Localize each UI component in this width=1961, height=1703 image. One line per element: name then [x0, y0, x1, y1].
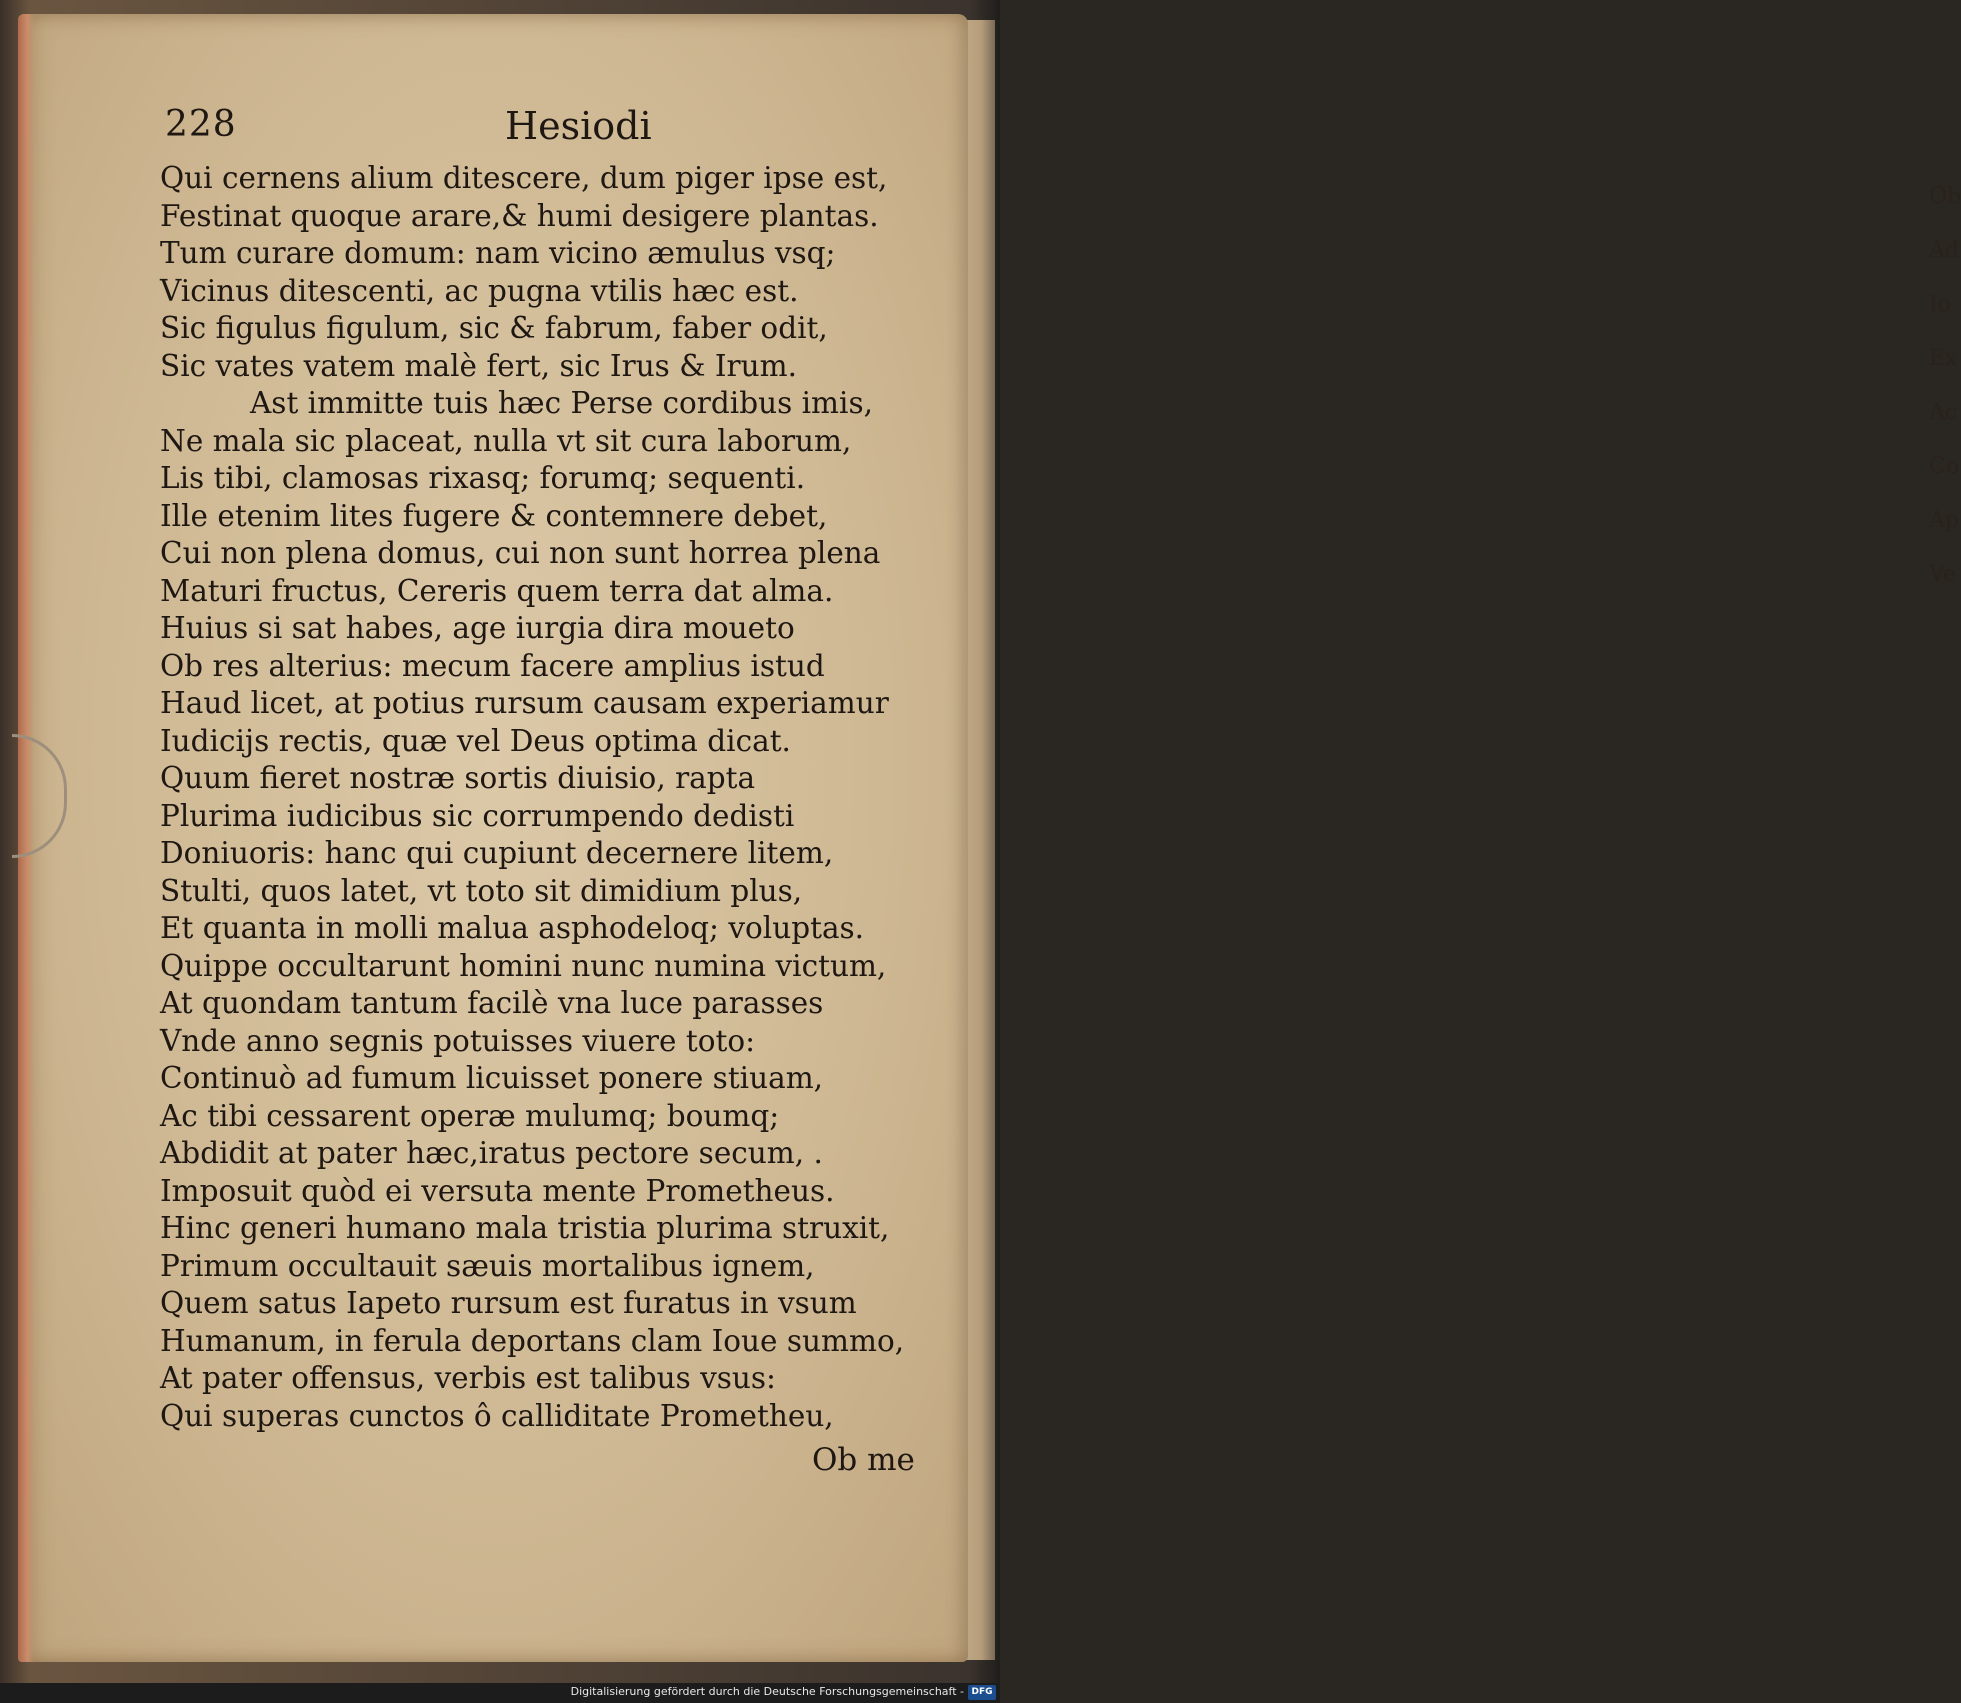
verse-line: At pater offensus, verbis est talibus vsus:	[160, 1361, 776, 1395]
verse-line: Continuò ad fumum licuisset ponere stiuam,	[160, 1061, 824, 1095]
verse-line: Quippe occultarunt homini nunc numina victum,	[160, 948, 887, 983]
edge-letter: Ad	[1929, 238, 1959, 263]
verse-line: Huius si sat habes, age iurgia dira moueto	[160, 611, 795, 645]
verse-line: Humanum, in ferula deportans clam Ioue summo,	[160, 1323, 905, 1358]
verse-line: Ast immitte tuis hæc Perse cordibus imis,	[250, 386, 873, 420]
verse-line: Abdidit at pater hæc,iratus pectore secum, .	[160, 1136, 823, 1170]
catchword: Ob me	[812, 1442, 915, 1478]
verse-line: Vicinus ditescenti, ac pugna vtilis hæc est.	[160, 273, 799, 308]
verse-line: Maturi fructus, Cereris quem terra dat alma.	[160, 573, 834, 608]
verse-line: Sic vates vatem malè fert, sic Irus & Irum.	[160, 348, 797, 383]
verse-line: Ob res alterius: mecum facere amplius istud	[160, 648, 825, 683]
verse-line: Lis tibi, clamosas rixasq; forumq; sequenti.	[160, 461, 806, 495]
dfg-logo: DFG	[968, 1685, 996, 1700]
verse-line: Vnde anno segnis potuisses viuere toto:	[160, 1023, 756, 1058]
verse-line: Qui superas cunctos ô calliditate Prometheu,	[160, 1398, 834, 1433]
verse-line: Festinat quoque arare,& humi desigere plantas.	[160, 198, 879, 233]
verse-line: Primum occultauit sæuis mortalibus ignem,	[160, 1248, 815, 1283]
verse-line: Quem satus Iapeto rursum est furatus in vsum	[160, 1286, 857, 1320]
verse-line: Sic figulus figulum, sic & fabrum, faber odit,	[160, 311, 828, 345]
verse-line: Ne mala sic placeat, nulla vt sit cura laborum,	[160, 423, 852, 458]
edge-letter: Io	[1929, 292, 1951, 317]
clasp-mark	[12, 734, 67, 858]
verse-line: At quondam tantum facilè vna luce parasses	[160, 986, 824, 1020]
edge-letter: Co	[1929, 454, 1960, 479]
verse-line: Et quanta in molli malua asphodeloq; voluptas.	[160, 911, 865, 945]
verse-line: Plurima iudicibus sic corrumpendo dedisti	[160, 798, 795, 833]
page-number: 228	[165, 104, 237, 145]
verse-line: Haud licet, at potius rursum causam experiamur	[160, 686, 889, 720]
verse-line: Ac tibi cessarent operæ mulumq; boumq;	[160, 1098, 780, 1133]
verse-line: Iudicijs rectis, quæ vel Deus optima dicat.	[160, 723, 791, 758]
verse-line: Tum curare domum: nam vicino æmulus vsq;	[160, 236, 836, 270]
edge-letter: Ap	[1929, 508, 1959, 533]
running-head	[165, 104, 685, 154]
verse-block	[160, 160, 905, 1435]
verse-line: Qui cernens alium ditescere, dum piger ipse est,	[160, 161, 888, 195]
verse-line: Quum fieret nostræ sortis diuisio, rapta	[160, 761, 756, 795]
page-header-title: Hesiodi	[505, 104, 652, 148]
verse-line: Imposuit quòd ei versuta mente Prometheus.	[160, 1173, 835, 1208]
edge-letter: Ve	[1929, 562, 1956, 587]
edge-letter: Ob	[1929, 184, 1961, 209]
edge-letter: Ac	[1929, 400, 1958, 425]
facing-page-edge-letters	[1929, 170, 1961, 602]
verse-line: Cui non plena domus, cui non sunt horrea plena	[160, 536, 881, 570]
footer-bar	[0, 1683, 1000, 1703]
verse-line: Hinc generi humano mala tristia plurima struxit,	[160, 1211, 890, 1245]
footer-credit: Digitalisierung gefördert durch die Deutsche Forschungsgemeinschaft -	[570, 1685, 964, 1698]
verse-line: Ille etenim lites fugere & contemnere debet,	[160, 498, 828, 533]
verse-line: Stulti, quos latet, vt toto sit dimidium plus,	[160, 873, 803, 908]
edge-letter: Ex	[1929, 346, 1958, 371]
verse-line: Doniuoris: hanc qui cupiunt decernere litem,	[160, 836, 834, 870]
